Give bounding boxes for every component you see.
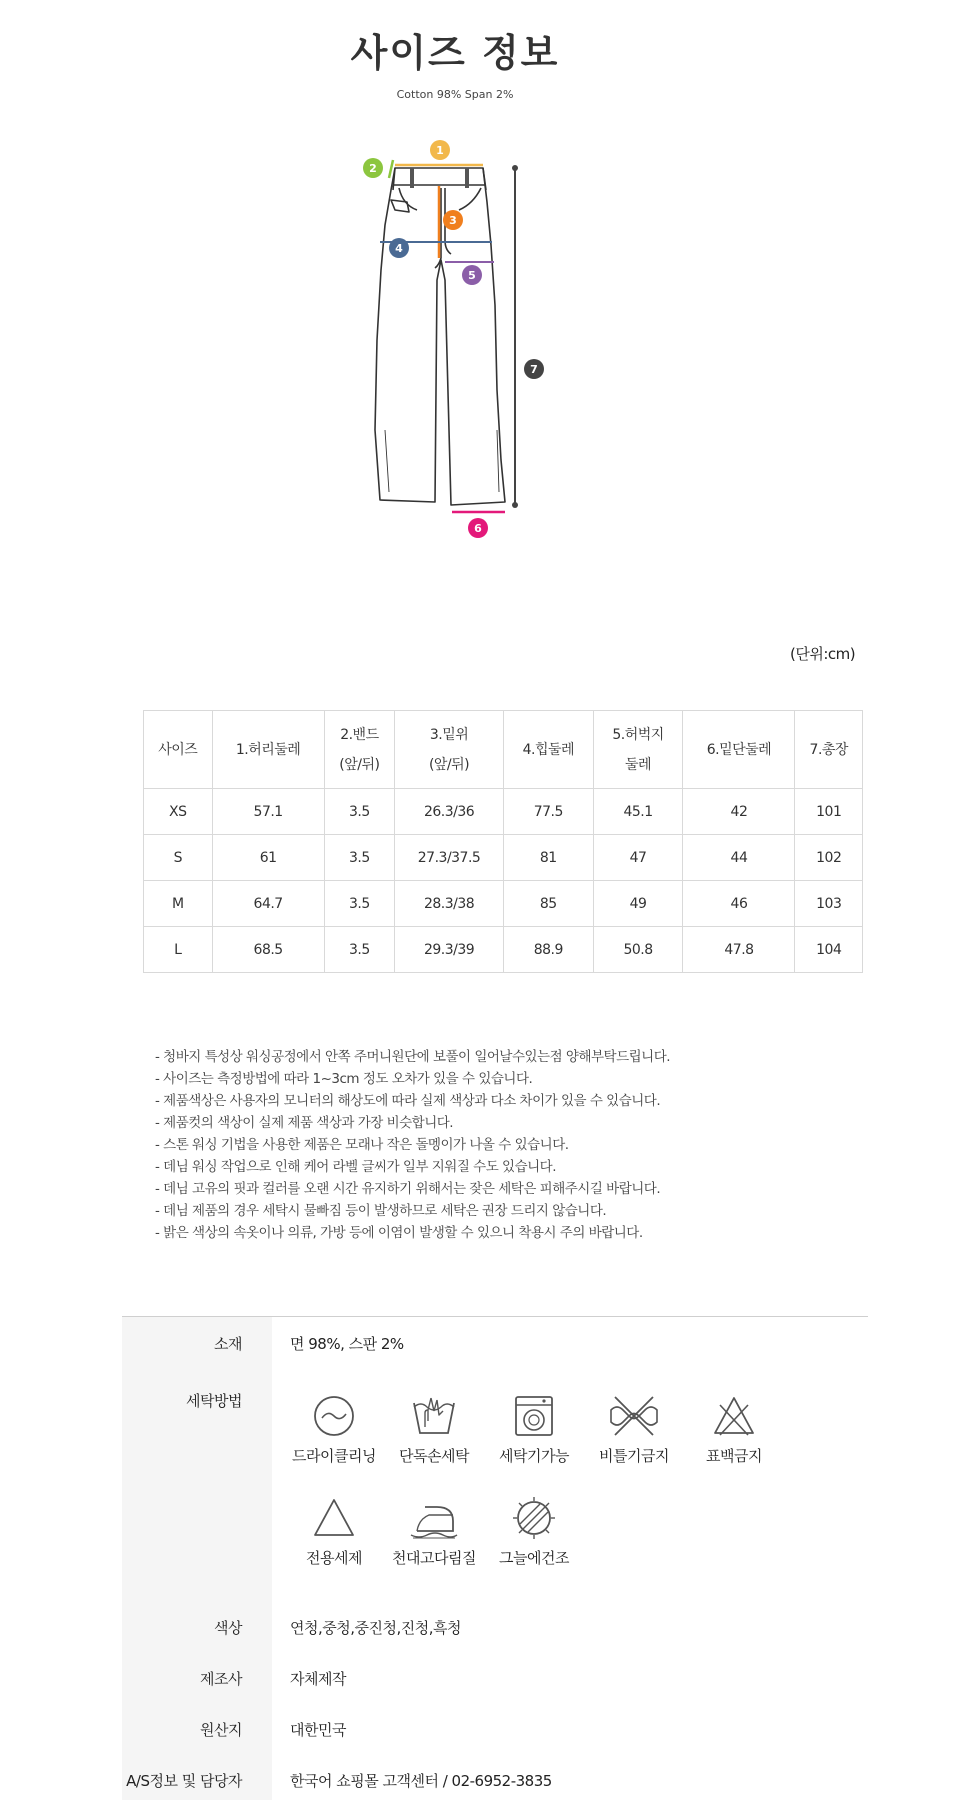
info-row-as [122,1756,868,1800]
cell-length: 104 [795,927,863,973]
no-wring-icon [607,1393,661,1439]
note-item: - 스톤 워싱 기법을 사용한 제품은 모래나 작은 돌멩이가 나올 수 있습니다. [155,1137,569,1153]
washing-label: 세탁방법 [122,1377,272,1603]
cell-hip: 81 [503,835,593,881]
note-item: - 데님 제품의 경우 세탁시 물빠짐 등이 발생하므로 세탁은 권장 드리지 않습니다. [155,1203,607,1219]
note-item: - 밝은 색상의 속옷이나 의류, 가방 등에 이염이 발생할 수 있으니 착용시 주의 바랍니다. [155,1225,643,1241]
marker-3 [443,210,463,230]
color-value: 연청,중청,중진청,진청,흑청 [290,1619,461,1637]
material-value: 면 98%, 스판 2% [290,1335,404,1353]
note-item: - 데님 고유의 핏과 컬러를 오랜 시간 유지하기 위해서는 잦은 세탁은 피해주시길 바랍니다. [155,1181,661,1197]
header-size: 사이즈 [144,711,213,789]
marker-2 [363,158,383,178]
color-label: 색상 [122,1603,272,1654]
fabric-composition: Cotton 98% Span 2% [396,88,514,101]
info-row-material [122,1317,868,1377]
header-band: 2.밴드 (앞/뒤) [324,711,395,789]
cell-thigh: 49 [593,881,683,927]
cell-length: 101 [795,789,863,835]
cell-rise: 27.3/37.5 [395,835,504,881]
special-detergent-icon [311,1495,357,1541]
cell-thigh: 50.8 [593,927,683,973]
cell-rise: 28.3/38 [395,881,504,927]
cell-size: L [144,927,213,973]
size-table [143,710,863,973]
note-item: - 데님 워싱 작업으로 인해 케어 라벨 글씨가 일부 지워질 수도 있습니다. [155,1159,557,1175]
svg-text:5: 5 [468,269,476,282]
notes-list [155,1046,875,1244]
care-item: 그늘에건조 [484,1495,584,1568]
svg-text:2: 2 [369,162,377,175]
product-info-table [122,1316,868,1800]
unit-label: (단위:cm) [790,645,856,663]
header-hem: 6.밑단둘레 [683,711,795,789]
cell-thigh: 47 [593,835,683,881]
cell-rise: 26.3/36 [395,789,504,835]
table-header-row [144,711,863,789]
pants-measurement-diagram [355,130,565,610]
info-row-maker [122,1654,868,1705]
page-title: 사이즈 정보 [350,31,560,75]
cell-size: XS [144,789,213,835]
as-value: 한국어 쇼핑몰 고객센터 / 02-6952-3835 [290,1772,552,1790]
table-row [144,927,863,973]
cell-hem: 46 [683,881,795,927]
table-row [144,881,863,927]
cell-length: 102 [795,835,863,881]
cell-waist: 57.1 [212,789,324,835]
cell-hip: 85 [503,881,593,927]
cell-size: S [144,835,213,881]
marker-6 [468,518,488,538]
cell-waist: 64.7 [212,881,324,927]
header-waist: 1.허리둘레 [212,711,324,789]
cell-length: 103 [795,881,863,927]
care-item: 드라이클리닝 [284,1393,384,1466]
material-label: 소재 [122,1317,272,1377]
origin-label: 원산지 [122,1705,272,1756]
cell-band: 3.5 [324,927,395,973]
cell-band: 3.5 [324,881,395,927]
note-item: - 청바지 특성상 워싱공정에서 안쪽 주머니원단에 보풀이 일어날수있는점 양해부탁드립니다. [155,1049,671,1065]
as-label: A/S정보 및 담당자 [122,1756,272,1800]
origin-value: 대한민국 [290,1721,346,1739]
svg-text:3: 3 [449,214,457,227]
cell-hem: 42 [683,789,795,835]
cell-hem: 44 [683,835,795,881]
iron-cloth-icon [407,1495,461,1541]
care-item: 천대고다림질 [384,1495,484,1568]
cell-rise: 29.3/39 [395,927,504,973]
note-item: - 사이즈는 측정방법에 따라 1~3cm 정도 오차가 있을 수 있습니다. [155,1071,533,1087]
cell-thigh: 45.1 [593,789,683,835]
marker-7 [524,359,544,379]
cell-waist: 68.5 [212,927,324,973]
care-item: 전용세제 [284,1495,384,1568]
svg-text:4: 4 [395,242,403,255]
cell-hem: 47.8 [683,927,795,973]
info-row-origin [122,1705,868,1756]
cell-size: M [144,881,213,927]
care-item: 세탁기가능 [484,1393,584,1466]
svg-text:6: 6 [474,522,482,535]
machine-wash-icon [511,1393,557,1439]
marker-1 [430,140,450,160]
svg-text:1: 1 [436,144,444,157]
note-item: - 제품색상은 사용자의 모니터의 해상도에 따라 실제 색상과 다소 차이가 있을 수 있습니다. [155,1093,661,1109]
no-bleach-icon [711,1393,757,1439]
info-row-color [122,1603,868,1654]
table-row [144,835,863,881]
header-length: 7.총장 [795,711,863,789]
dry-cleaning-icon [311,1393,357,1439]
cell-waist: 61 [212,835,324,881]
info-row-washing [122,1377,868,1603]
care-item: 단독손세탁 [384,1393,484,1466]
care-icons [272,1377,868,1603]
cell-hip: 77.5 [503,789,593,835]
band-line [389,160,393,178]
hand-wash-icon [409,1393,459,1439]
header-hip: 4.힙둘레 [503,711,593,789]
care-item: 표백금지 [684,1393,784,1466]
maker-label: 제조사 [122,1654,272,1705]
header-rise: 3.밑위 (앞/뒤) [395,711,504,789]
svg-text:7: 7 [530,363,538,376]
marker-5 [462,265,482,285]
cell-hip: 88.9 [503,927,593,973]
cell-band: 3.5 [324,835,395,881]
cell-band: 3.5 [324,789,395,835]
care-item: 비틀기금지 [584,1393,684,1466]
maker-value: 자체제작 [290,1670,346,1688]
header-thigh: 5.허벅지 둘레 [593,711,683,789]
shade-dry-icon [509,1495,559,1541]
table-row [144,789,863,835]
marker-4 [389,238,409,258]
note-item: - 제품컷의 색상이 실제 제품 색상과 가장 비슷합니다. [155,1115,454,1131]
